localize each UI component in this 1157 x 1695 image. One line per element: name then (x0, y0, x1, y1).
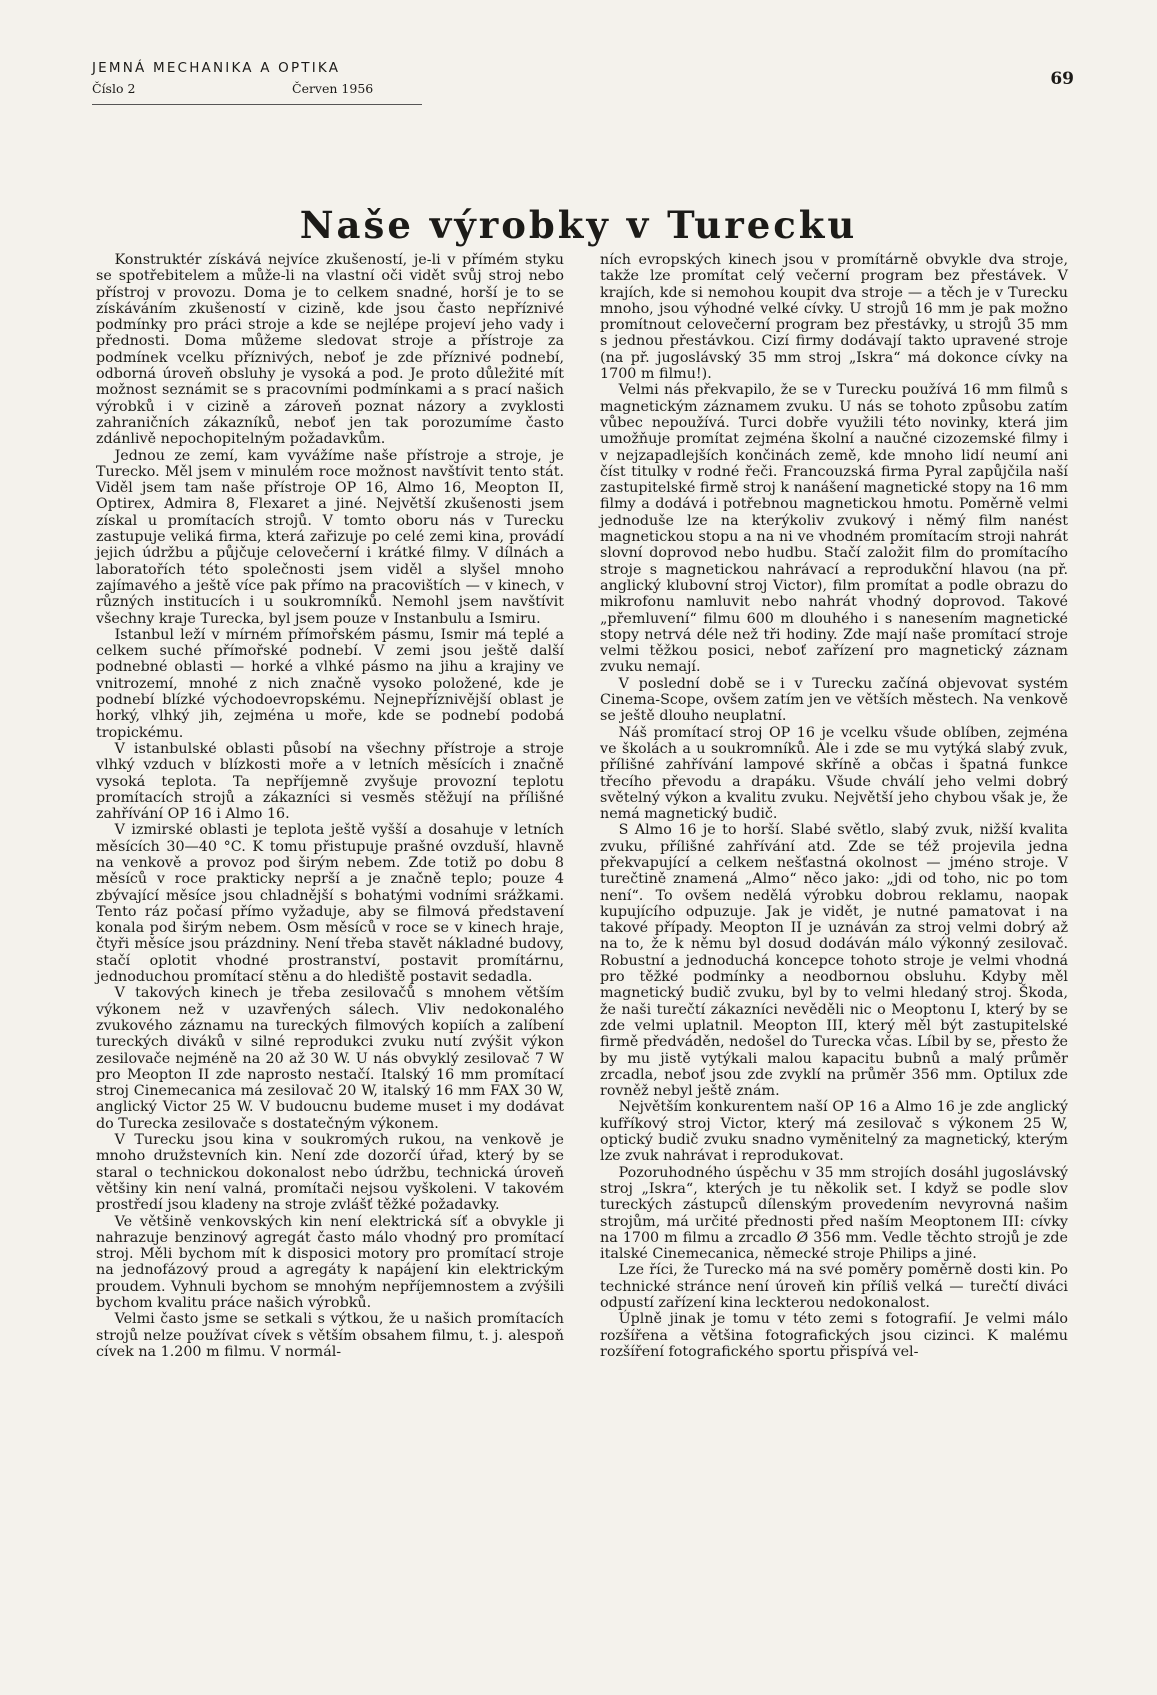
paragraph: V takových kinech je třeba zesilovačů s mnohem větším výkonem než v uzavřených sálech. Vliv nedokonalého zvukového záznamu na tureckých filmových kopiích a zalíbení tureckých diváků v silné reprodukci zvuku nutí zvýšit výkon zesilovače nejméně na 20 až 30 W. U nás obvyklý zesilovač 7 W pro Meopton II zde naprosto nestačí. Italský 16 mm promítací stroj Cinemecanica má zesilovač 20 W, italský 16 mm FAX 30 W, anglický Victor 25 W. V budoucnu budeme muset i my dodávat do Turecka zesilovače s dostatečným výkonem. (96, 985, 564, 1132)
paragraph: Velmi nás překvapilo, že se v Turecku používá 16 mm filmů s magnetickým záznamem zvuku. U nás se tohoto způsobu zatím vůbec nepoužívá. Turci dobře využili této novinky, která jim umožňuje promítat zejména školní a naučné cizozemské filmy i v nejzapadlejších končinách země, kde mnoho lidí neumí ani číst titulky v rodné řeči. Francouzská firma Pyral zapůjčila naší zastupitelské firmě stroj k nanášení magnetické stopy na 16 mm filmy a dodává i potřebnou magnetickou hmotu. Poměrně velmi jednoduše lze na kterýkoliv zvukový i němý film nanést magnetickou stopu a na ni ve vhodném promítacím stroji nahrát slovní doprovod nebo hudbu. Stačí založit film do promítacího stroje s magnetickou nahrávací a reprodukční hlavou (na př. anglický klubovní stroj Victor), film promítat a podle obrazu do mikrofonu namluvit nebo nahrát vhodný doprovod. Takové „přemluvení“ filmu 600 m dlouhého i s nanesením magnetické stopy netrvá déle než tři hodiny. Zde mají naše promítací stroje velmi těžkou posici, neboť zařízení pro magnetický záznam zvuku nemají. (600, 382, 1068, 676)
paragraph: Ve většině venkovských kin není elektrická síť a obvykle ji nahrazuje benzinový agregát často málo vhodný pro promítací stroj. Měli bychom mít k disposici motory pro promítací stroje na jednofázový proud a agregáty k napájení kin elektrickým proudem. Vyhnuli bychom se mnohým nepříjemnostem a zvýšili bychom kvalitu práce našich výrobků. (96, 1213, 564, 1311)
paragraph: V izmirské oblasti je teplota ještě vyšší a dosahuje v letních měsících 30—40 °C. K tomu přistupuje prašné ovzduší, hlavně na venkově a provoz pod širým nebem. Zde totiž po dobu 8 měsíců v roce prakticky neprší a je značně teplo; pouze 4 zbývající měsíce jsou chladnější s bohatými vodními srážkami. Tento ráz počasí přímo vyžaduje, aby se filmová představení konala pod širým nebem. Osm měsíců v roce se v kinech hraje, čtyři měsíce jsou prázdniny. Není třeba stavět nákladné budovy, stačí oplotit vhodné prostranství, postavit promítárnu, jednoduchou promítací stěnu a do hlediště postavit sedadla. (96, 822, 564, 986)
paragraph: V Turecku jsou kina v soukromých rukou, na venkově je mnoho družstevních kin. Není zde dozorčí úřad, který by se staral o technickou dokonalost nebo údržbu, technická úroveň většiny kin není valná, promítači nejsou vyškoleni. V takovém prostředí jsou kladeny na stroje zvlášť těžké požadavky. (96, 1132, 564, 1214)
paragraph: Velmi často jsme se setkali s výtkou, že u našich promítacích strojů nelze používat cívek s větším obsahem filmu, t. j. alespoň cívek na 1.200 m filmu. V normál- (96, 1311, 564, 1360)
paragraph: V istanbulské oblasti působí na všechny přístroje a stroje vlhký vzduch v blízkosti moře a v letních měsících i značně vysoká teplota. Ta nepříjemně zvyšuje provozní teplotu promítacích strojů a zákazníci si vesměs stěžují na přílišné zahřívání OP 16 i Almo 16. (96, 740, 564, 823)
article-title: Naše výrobky v Turecku (299, 202, 858, 247)
page-header (92, 60, 1074, 104)
issue-date: Červen 1956 (292, 81, 374, 96)
paragraph: V poslední době se i v Turecku začíná objevovat systém Cinema-Scope, ovšem zatím jen ve větších městech. Na venkově se ještě dlouho neuplatní. (600, 675, 1068, 725)
paragraph: Konstruktér získává nejvíce zkušeností, je-li v přímém styku se spotřebitelem a může-li na vlastní oči vidět svůj stroj nebo přístroj v provozu. Doma je to celkem snadné, horší je to se získáváním zkušeností v cizině, kde jsou často nepříznivé podmínky pro práci stroje a kde se nejlépe projeví jeho vady i přednosti. Doma můžeme sledovat stroje a přístroje za podmínek vcelku příznivých, neboť je zde příznivé podnebí, odborná úroveň obsluhy je vysoká a pod. Je proto důležité mít možnost seznámit se s pracovními podmínkami a s prací našich výrobků i v cizině a zároveň poznat názory a zvyklosti zahraničních zákazníků, neboť jen tak porozumíme často zdánlivě nepochopitelným požadavkům. (96, 252, 564, 448)
issue-number: Číslo 2 (92, 81, 136, 96)
paragraph: Jednou ze zemí, kam vyvážíme naše přístroje a stroje, je Turecko. Měl jsem v minulém roce možnost navštívit tento stát. Viděl jsem tam naše přístroje OP 16, Almo 16, Meopton II, Optirex, Admira 8, Flexaret a jiné. Největší zkušenosti jsem získal u promítacích strojů. V tomto oboru nás v Turecku zastupuje veliká firma, která zařizuje po celé zemi kina, provádí jejich údržbu a půjčuje celovečerní i krátké filmy. V dílnách a laboratořích této společnosti jsem viděl a slyšel mnoho zajímavého a ještě více pak přímo na pracovištích — v kinech, v různých institucích i u soukromníků. Nemohl jsem navštívit všechny kraje Turecka, byl jsem pouze v Instanbulu a Ismiru. (96, 447, 564, 627)
paragraph: S Almo 16 je to horší. Slabé světlo, slabý zvuk, nižší kvalita zvuku, přílišné zahřívání atd. Zde se též projevila jedna překvapující a celkem nešťastná okolnost — jméno stroje. V turečtině znamená „Almo“ něco jako: „jdi od toho, nic po tom není“. To ovšem nedělá výrobku dobrou reklamu, naopak kupujícího odpuzuje. Jak je vidět, je nutné pamatovat i na takové případy. Meopton II je uznáván za stroj velmi dobrý až na to, že k němu byl dosud dodáván málo výkonný zesilovač. Robustní a jednoduchá koncepce tohoto stroje je velmi vhodná pro těžké podmínky a neodbornou obsluhu. Kdyby měl magnetický budič zvuku, byl by to velmi hledaný stroj. Škoda, že naši turečtí zákazníci nevěděli nic o Meoptonu I, který by se zde velmi uplatnil. Meopton III, který měl být zastupitelské firmě předváděn, nedošel do Turecka včas. Líbil by se, přesto že by mu jistě vytýkali malou kapacitu bubnů a malý průměr zrcadla, neboť jsou zde zvyklí na průměr 356 mm. Optilux zde rovněž nebyl ještě znám. (600, 822, 1068, 1100)
paragraph: Lze říci, že Turecko má na své poměry poměrně dosti kin. Po technické stránce není úroveň kin příliš velká — turečtí diváci odpustí zařízení kina leckterou nedokonalost. (600, 1262, 1068, 1311)
paragraph: Největším konkurentem naší OP 16 a Almo 16 je zde anglický kufříkový stroj Victor, který má zesilovač s výkonem 25 W, optický budič zvuku snadno vyměnitelný za magnetický, kterým lze zvuk nahrávat i reprodukovat. (600, 1099, 1068, 1165)
paragraph: Náš promítací stroj OP 16 je vcelku všude oblíben, zejména ve školách a u soukromníků. Ale i zde se mu vytýká slabý zvuk, přílišné zahřívání lampové skříně a občas i špatná funkce třecího převodu a drapáku. Všude chválí jeho velmi dobrý světelný výkon a kvalitu zvuku. Největší jeho chybou však je, že nemá magnetický budič. (600, 724, 1068, 823)
right-column (600, 252, 1068, 1360)
paragraph-continued: ních evropských kinech jsou v promítárně obvykle dva stroje, takže lze promítat celý večerní program bez přestávek. V krajích, kde si nemohou koupit dva stroje — a těch je v Turecku mnoho, jsou výhodné velké cívky. U strojů 16 mm je pak možno promítnout celovečerní program bez přestávky, u strojů 35 mm s jednou přestávkou. Cizí firmy dodávají takto upravené stroje (na př. jugoslávský 35 mm stroj „Iskra“ má dokonce cívky na 1700 m filmu!). (600, 252, 1068, 383)
page-number: 69 (1050, 69, 1074, 89)
journal-name: JEMNÁ MECHANIKA A OPTIKA (92, 60, 341, 76)
left-column (96, 252, 564, 1360)
paragraph: Úplně jinak je tomu v této zemi s fotografií. Je velmi málo rozšířena a většina fotografických jsou cizinci. K malému rozšíření fotografického sportu přispívá vel- (600, 1311, 1068, 1360)
header-rule (92, 104, 422, 105)
paragraph: Pozoruhodného úspěchu v 35 mm strojích dosáhl jugoslávský stroj „Iskra“, kterých je tu několik set. I když se podle slov tureckých zástupců dílenským provedením nevyrovná našim strojům, má určité přednosti před naším Meoptonem III: cívky na 1700 m filmu a zrcadlo Ø 356 mm. Vedle těchto strojů je zde italské Cinemecanica, německé stroje Philips a jiné. (600, 1164, 1068, 1263)
paragraph: Istanbul leží v mírném přímořském pásmu, Ismir má teplé a celkem suché přímořské podnebí. V zemi jsou ještě další podnebné oblasti — horké a vlhké pásmo na jihu a krajiny ve vnitrozemí, mnohé z nich značně vysoko položené, kde je podnebí blízké východoevropskému. Nejnepříznivější oblast je horký, vlhký jih, zejména u moře, kde se podnebí podobá tropickému. (96, 626, 564, 741)
